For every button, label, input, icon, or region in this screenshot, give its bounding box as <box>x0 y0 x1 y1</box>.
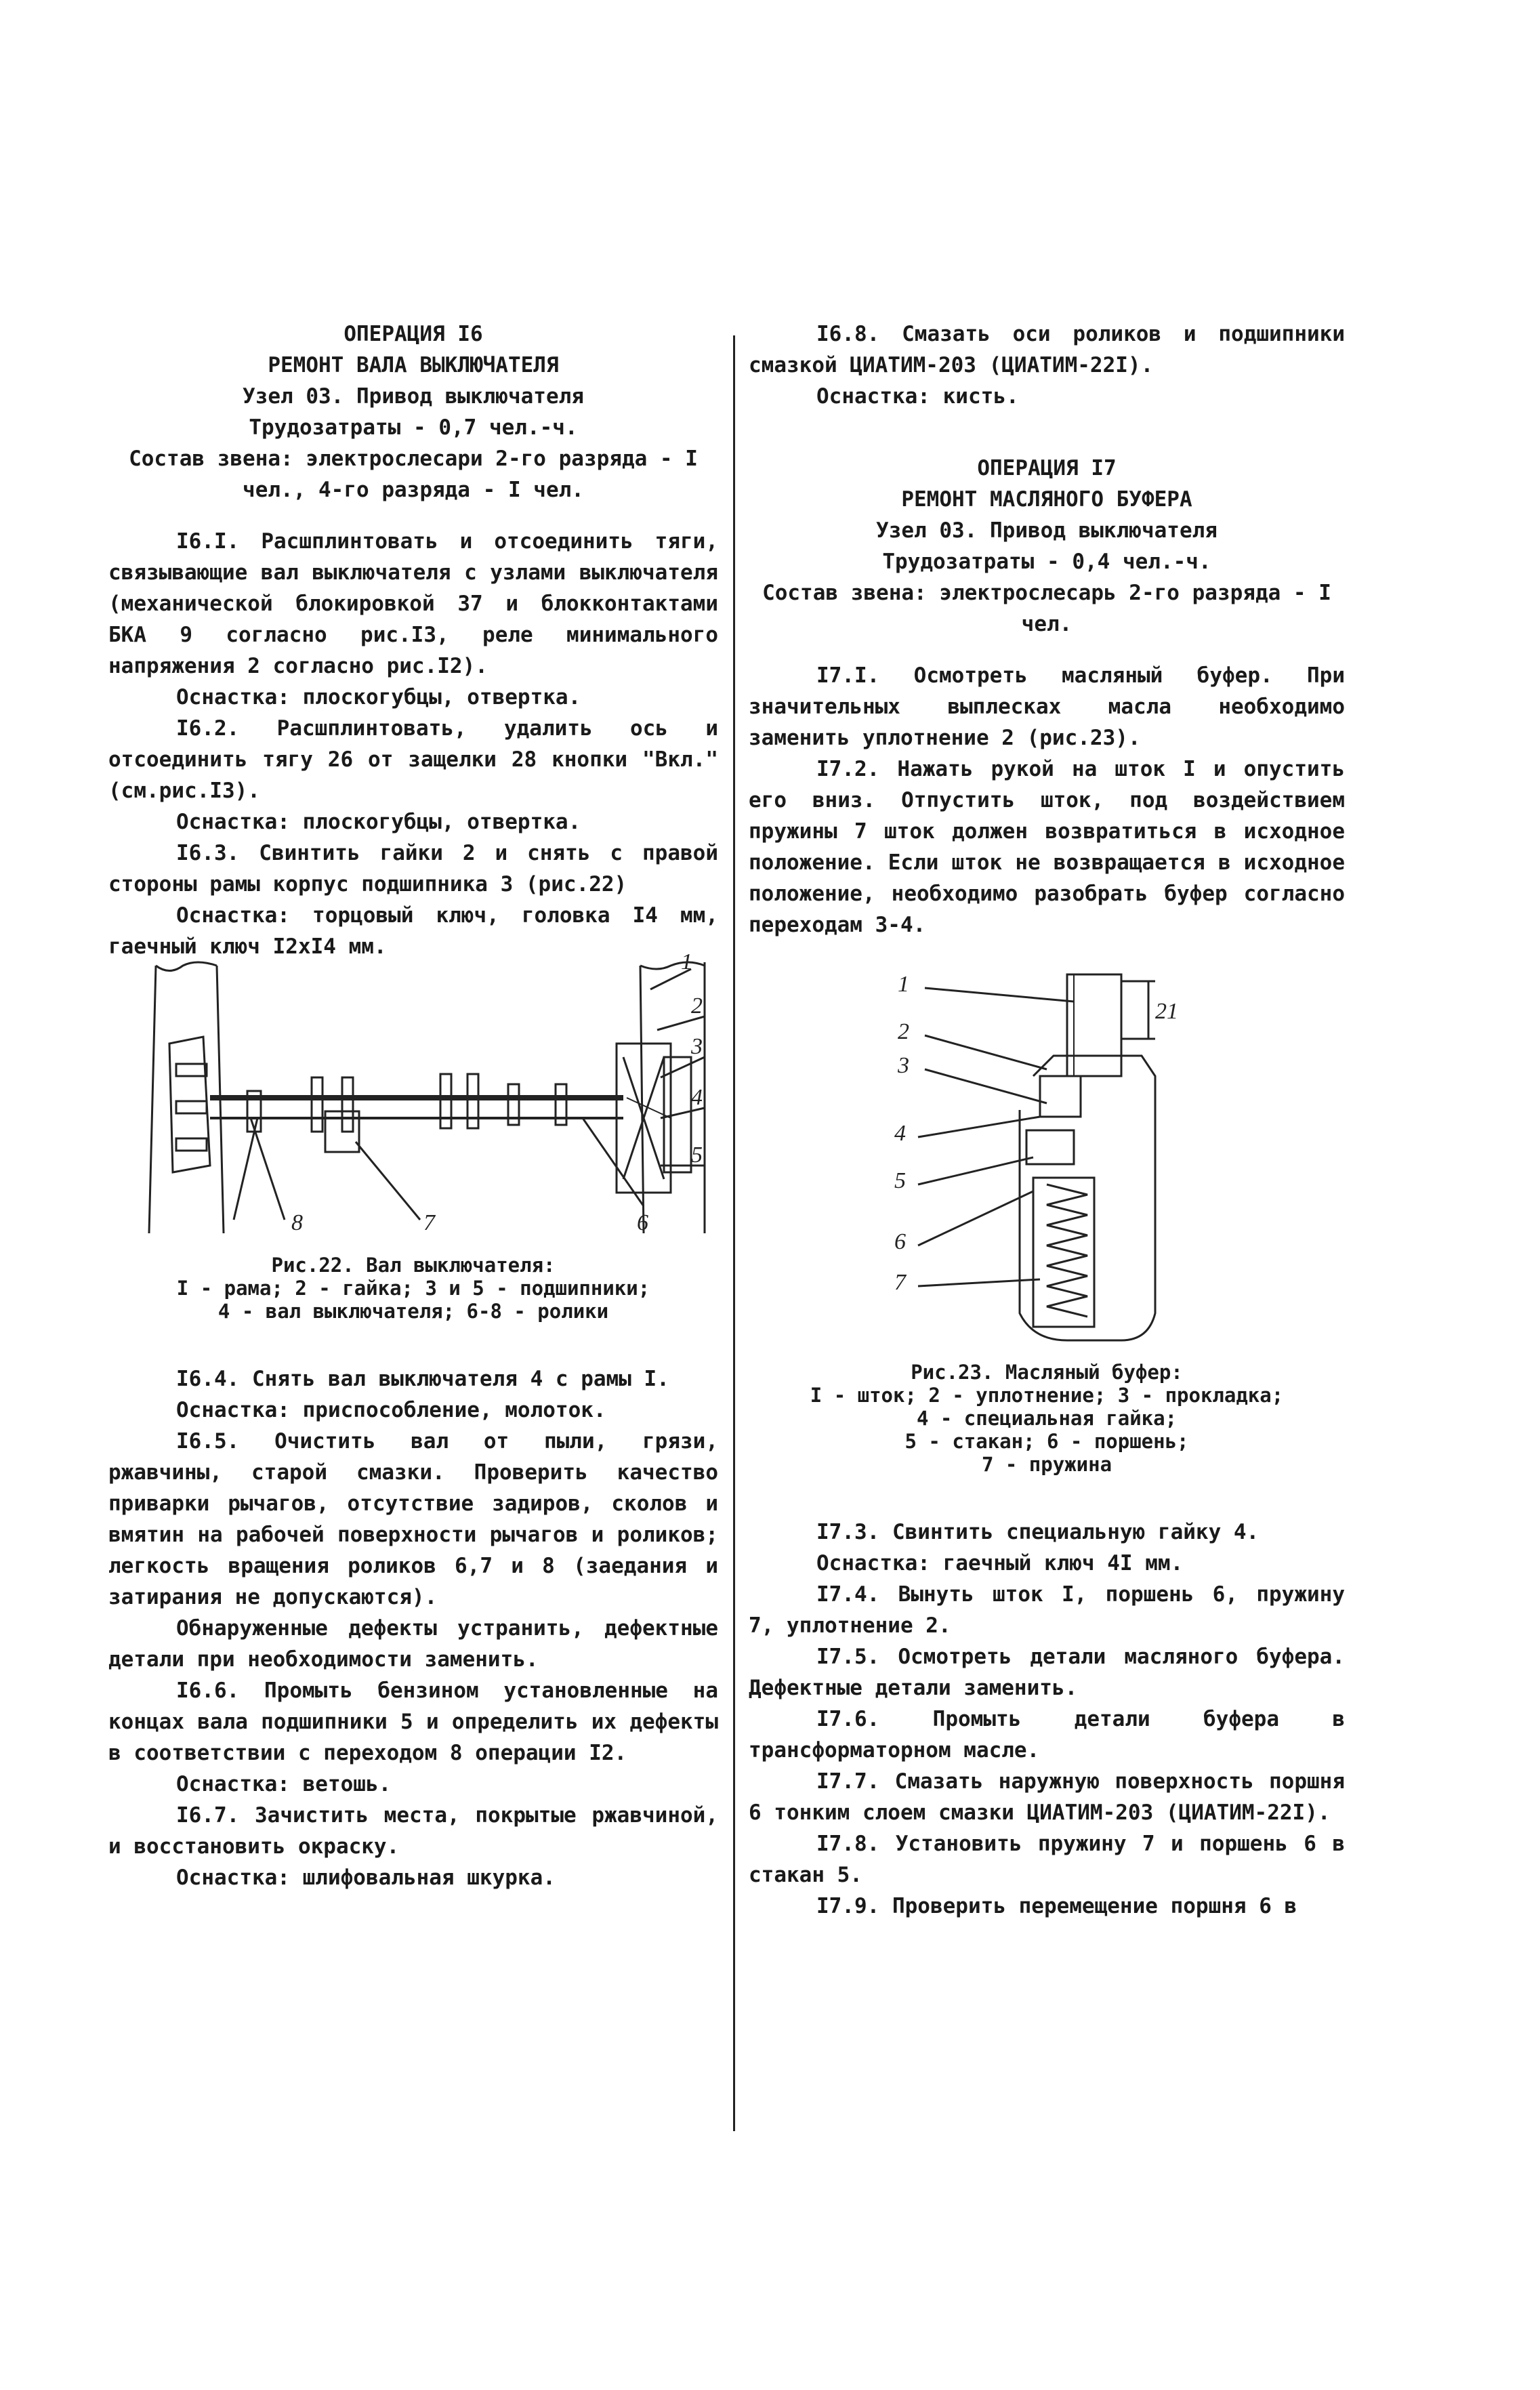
op17-crew: Состав звена: электрослесарь 2-го разряда - I чел. <box>762 581 1344 636</box>
fig23-caption-line2: I - шток; 2 - уплотнение; 3 - прокладка; <box>810 1384 1284 1407</box>
step-17-1: I7.I. Осмотреть масляный буфер. При значительных выплесках масла необходимо заменить уплотнение 2 (рис.23). <box>749 663 1358 750</box>
step-16-7-equipment: Оснастка: шлифовальная шкурка. <box>176 1866 556 1890</box>
right-column <box>749 318 1358 1922</box>
step-16-3: I6.3. Свинтить гайки 2 и снять с правой стороны рамы корпус подшипника 3 (рис.22) <box>108 841 731 897</box>
step-17-5: I7.5. Осмотреть детали масляного буфера. Дефектные детали заменить. <box>749 1645 1358 1700</box>
step-16-3-equipment: Оснастка: торцовый ключ, головка I4 мм, гаечный ключ I2xI4 мм. <box>108 903 731 959</box>
step-17-8: I7.8. Установить пружину 7 и поршень 6 в стакан 5. <box>749 1832 1358 1887</box>
step-16-1-equipment: Оснастка: плоскогубцы, отвертка. <box>176 685 581 709</box>
fig23-label-5: 5 <box>894 1168 906 1193</box>
fig22-caption-title: Рис.22. Вал выключателя: <box>271 1254 556 1277</box>
figure-22-shaft <box>108 949 705 1254</box>
fig23-label-2: 2 <box>898 1019 909 1044</box>
fig23-label-3: 3 <box>898 1053 909 1078</box>
op17-labor: Трудозатраты - 0,4 чел.-ч. <box>882 550 1211 574</box>
step-17-3-equipment: Оснастка: гаечный ключ 4I мм. <box>816 1551 1184 1575</box>
fig22-label-4: 4 <box>691 1085 703 1110</box>
step-16-4: I6.4. Снять вал выключателя 4 с рамы I. <box>176 1367 669 1391</box>
step-16-2-equipment: Оснастка: плоскогубцы, отвертка. <box>176 810 581 834</box>
fig23-caption-line3: 4 - специальная гайка; <box>916 1407 1178 1430</box>
step-17-3: I7.3. Свинтить специальную гайку 4. <box>816 1520 1260 1544</box>
fig22-label-1: 1 <box>681 949 692 974</box>
step-17-9: I7.9. Проверить перемещение поршня 6 в <box>816 1894 1297 1918</box>
fig22-label-2: 2 <box>691 993 703 1018</box>
fig23-label-4: 4 <box>894 1121 906 1146</box>
step-16-7: I6.7. Зачистить места, покрытые ржавчиной, и восстановить окраску. <box>108 1803 731 1859</box>
column-divider <box>733 335 735 2131</box>
op16-node: Узел 03. Привод выключателя <box>243 384 584 409</box>
step-17-4: I7.4. Вынуть шток I, поршень 6, пружину 7, уплотнение 2. <box>749 1582 1358 1638</box>
op16-title: ОПЕРАЦИЯ I6 <box>344 322 483 346</box>
step-16-8: I6.8. Смазать оси роликов и подшипники смазкой ЦИАТИМ-203 (ЦИАТИМ-22I). <box>749 322 1358 377</box>
op16-crew: Состав звена: электрослесари 2-го разряда - I чел., 4-го разряда - I чел. <box>129 447 711 502</box>
fig23-label-7: 7 <box>894 1270 906 1295</box>
step-17-6: I7.6. Промыть детали буфера в трансформаторном масле. <box>749 1707 1358 1763</box>
step-16-6-equipment: Оснастка: ветошь. <box>176 1772 392 1796</box>
fig22-label-5: 5 <box>691 1142 703 1168</box>
fig23-label-6: 6 <box>894 1229 906 1254</box>
op17-title: ОПЕРАЦИЯ I7 <box>977 456 1117 480</box>
op17-subtitle: РЕМОНТ МАСЛЯНОГО БУФЕРА <box>901 487 1192 512</box>
step-16-4-equipment: Оснастка: приспособление, молоток. <box>176 1398 606 1422</box>
figure-23-oil-buffer <box>749 961 1345 1340</box>
fig23-caption-line5: 7 - пружина <box>981 1453 1112 1476</box>
fig23-dimension: 21 <box>1155 999 1178 1024</box>
step-16-2: I6.2. Расшплинтовать, удалить ось и отсоединить тягу 26 от защелки 28 кнопки "Вкл." (см.рис.I3). <box>108 716 731 803</box>
step-16-5: I6.5. Очистить вал от пыли, грязи, ржавчины, старой смазки. Проверить качество приварки рычагов, отсутствие задиров, сколов и вмятин на рабочей поверхности рычагов и роликов; легкость вращения роликов 6,7 и 8 (заедания и затирания не допускаются). <box>108 1429 731 1609</box>
step-17-2: I7.2. Нажать рукой на шток I и опустить его вниз. Отпустить шток, под воздействием пружины 7 шток должен возвратиться в исходное положение. Если шток не возвращается в исходное положение, необходимо разобрать буфер согласно переходам 3-4. <box>749 757 1358 937</box>
fig22-caption-line2: I - рама; 2 - гайка; 3 и 5 - подшипники; <box>176 1277 650 1300</box>
fig22-label-8: 8 <box>291 1210 303 1235</box>
step-17-7: I7.7. Смазать наружную поверхность поршня 6 тонким слоем смазки ЦИАТИМ-203 (ЦИАТИМ-22I). <box>749 1769 1358 1825</box>
op16-labor: Трудозатраты - 0,7 чел.-ч. <box>249 415 578 440</box>
fig23-caption-line4: 5 - стакан; 6 - поршень; <box>904 1430 1189 1453</box>
fig22-label-7: 7 <box>423 1210 435 1235</box>
fig22-label-6: 6 <box>637 1210 648 1235</box>
left-column <box>108 318 731 1893</box>
step-16-1: I6.I. Расшплинтовать и отсоединить тяги, связывающие вал выключателя с узлами выключателя (механической блокировкой 37 и блокконтактами БКА 9 согласно рис.I3, реле минимального напряжения 2 согласно рис.I2). <box>108 529 731 678</box>
step-16-6: I6.6. Промыть бензином установленные на концах вала подшипники 5 и определить их дефекты в соответствии с переходом 8 операции I2. <box>108 1678 731 1765</box>
fig23-caption-title: Рис.23. Масляный буфер: <box>911 1361 1183 1384</box>
step-16-8-equipment: Оснастка: кисть. <box>816 384 1019 409</box>
fig22-label-3: 3 <box>691 1034 703 1059</box>
step-16-5-defects: Обнаруженные дефекты устранить, дефектные детали при необходимости заменить. <box>108 1616 731 1672</box>
op16-subtitle: РЕМОНТ ВАЛА ВЫКЛЮЧАТЕЛЯ <box>268 353 559 377</box>
fig23-label-1: 1 <box>898 972 909 997</box>
fig22-caption-line3: 4 - вал выключателя; 6-8 - ролики <box>217 1300 609 1323</box>
op17-node: Узел 03. Привод выключателя <box>876 518 1218 543</box>
